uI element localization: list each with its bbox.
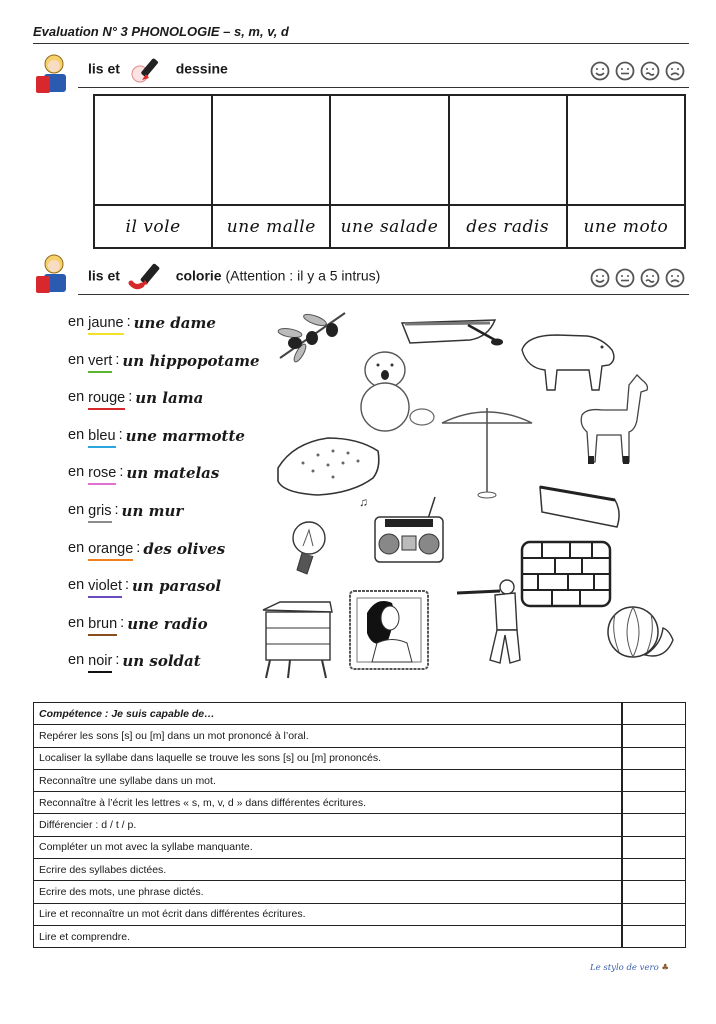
stone-wall-picture[interactable] xyxy=(520,540,615,610)
cursive-word: un parasol xyxy=(132,577,222,596)
competence-label: Lire et reconnaître un mot écrit dans différentes écritures. xyxy=(34,903,623,925)
competence-check-cell[interactable] xyxy=(622,881,686,903)
olive-branch-picture[interactable] xyxy=(270,308,350,368)
competence-row xyxy=(34,859,686,881)
color-name: gris xyxy=(88,502,111,523)
competence-check-cell[interactable] xyxy=(622,836,686,858)
happy-face-icon[interactable] xyxy=(590,268,610,288)
competence-row xyxy=(34,814,686,836)
color-name: orange xyxy=(88,540,133,561)
competence-label: Reconnaître à l’écrit les lettres « s, m, v, d » dans différentes écritures. xyxy=(34,792,623,814)
drawing-box[interactable] xyxy=(330,95,448,205)
color-name: jaune xyxy=(88,314,123,335)
color-name: brun xyxy=(88,615,117,636)
self-assessment-smileys xyxy=(590,61,685,81)
competences-table xyxy=(33,702,686,948)
brand-name: Le stylo de vero xyxy=(590,963,659,973)
section-color-note: (Attention : il y a 5 intrus) xyxy=(225,267,381,284)
cursive-word: des olives xyxy=(143,539,226,558)
melon-picture[interactable] xyxy=(603,600,678,670)
color-name: noir xyxy=(88,652,112,673)
competence-row xyxy=(34,792,686,814)
lady-in-frame-picture[interactable] xyxy=(347,588,432,673)
competences-header: Compétence : Je suis capable de… xyxy=(34,703,623,725)
reading-child-icon xyxy=(32,252,72,296)
competence-label: Ecrire des syllabes dictées. xyxy=(34,859,623,881)
color-instruction-row xyxy=(68,464,260,502)
svg-text:♫: ♫ xyxy=(359,495,368,509)
cursive-word: une marmotte xyxy=(125,426,245,445)
brand-logo-icon: ♣ xyxy=(661,963,670,973)
competence-row xyxy=(34,836,686,858)
competence-row xyxy=(34,881,686,903)
pictures-area xyxy=(255,300,695,690)
colon-separator: : xyxy=(126,314,131,330)
instruction-prefix: en xyxy=(68,464,85,481)
neutral-face-icon[interactable] xyxy=(615,268,635,288)
drawing-box[interactable] xyxy=(449,95,567,205)
color-instruction-row xyxy=(68,502,260,540)
competence-label: Différencier : d / t / p. xyxy=(34,814,623,836)
self-assessment-smileys xyxy=(590,268,685,288)
color-name: violet xyxy=(88,577,122,598)
competences-header-row xyxy=(34,703,686,725)
worried-face-icon[interactable] xyxy=(640,268,660,288)
red-marker-icon xyxy=(128,263,168,291)
section-draw-header xyxy=(78,61,689,88)
competence-label: Compléter un mot avec la syllabe manquante. xyxy=(34,836,623,858)
instruction-prefix: en xyxy=(68,389,85,406)
instruction-prefix: en xyxy=(68,426,85,443)
section-color-label-prefix: lis et xyxy=(88,267,120,284)
beehive-picture[interactable] xyxy=(260,600,335,680)
color-instruction-row xyxy=(68,577,260,615)
competence-label: Repérer les sons [s] ou [m] dans un mot prononcé à l’oral. xyxy=(34,725,623,747)
competence-check-cell[interactable] xyxy=(622,814,686,836)
neutral-face-icon[interactable] xyxy=(615,61,635,81)
section-draw-label-prefix: lis et xyxy=(88,60,120,77)
drawing-word: il vole xyxy=(94,205,212,248)
cursive-word: un matelas xyxy=(126,464,220,483)
color-name: bleu xyxy=(88,427,115,448)
pencil-case-picture[interactable] xyxy=(537,482,627,537)
colon-separator: : xyxy=(125,577,130,594)
color-instruction-row xyxy=(68,540,260,578)
competence-check-cell[interactable] xyxy=(622,725,686,747)
competence-check-cell[interactable] xyxy=(622,747,686,769)
drawing-word: des radis xyxy=(449,205,567,248)
section-color-label: colorie xyxy=(175,267,222,284)
instruction-prefix: en xyxy=(68,539,85,556)
instruction-prefix: en xyxy=(68,614,85,631)
light-bulb-picture[interactable] xyxy=(285,518,330,578)
color-instruction-row xyxy=(68,389,260,427)
brand-footer xyxy=(590,963,669,973)
title-divider xyxy=(33,43,689,44)
instruction-prefix: en xyxy=(68,314,85,330)
competence-check-cell[interactable] xyxy=(622,769,686,791)
competence-check-cell[interactable] xyxy=(622,925,686,947)
drawing-word: une malle xyxy=(212,205,330,248)
soldier-picture[interactable] xyxy=(455,575,530,670)
competence-row xyxy=(34,903,686,925)
drawing-box[interactable] xyxy=(212,95,330,205)
competence-check-cell[interactable] xyxy=(622,792,686,814)
marker-pen-icon xyxy=(128,56,168,84)
competence-label: Reconnaître une syllabe dans un mot. xyxy=(34,769,623,791)
color-name: vert xyxy=(88,352,112,373)
color-name: rouge xyxy=(88,389,125,410)
colon-separator: : xyxy=(120,614,125,631)
cursive-word: un hippopotame xyxy=(122,351,260,370)
mattress-picture[interactable] xyxy=(273,433,383,498)
instruction-prefix: en xyxy=(68,577,85,594)
drawing-table xyxy=(93,94,686,249)
page-title: Evaluation N° 3 PHONOLOGIE – s, m, v, d xyxy=(33,24,289,39)
drawing-word: une moto xyxy=(567,205,685,248)
colon-separator: : xyxy=(114,501,119,518)
color-instruction-row xyxy=(68,314,260,352)
drawing-word: une salade xyxy=(330,205,448,248)
colon-separator: : xyxy=(136,539,141,556)
cursive-word: un lama xyxy=(135,389,204,408)
cursive-word: un soldat xyxy=(122,652,201,671)
colon-separator: : xyxy=(115,351,120,368)
radio-picture[interactable] xyxy=(357,492,452,567)
competence-row xyxy=(34,769,686,791)
color-instruction-row xyxy=(68,427,260,465)
instruction-prefix: en xyxy=(68,652,85,669)
happy-face-icon[interactable] xyxy=(590,61,610,81)
competence-row xyxy=(34,747,686,769)
competence-label: Lire et comprendre. xyxy=(34,925,623,947)
color-instruction-row xyxy=(68,652,260,690)
competence-check-cell[interactable] xyxy=(622,903,686,925)
color-name: rose xyxy=(88,464,116,485)
marmot-picture[interactable] xyxy=(350,345,435,435)
worried-face-icon[interactable] xyxy=(640,61,660,81)
competence-label: Ecrire des mots, une phrase dictés. xyxy=(34,881,623,903)
section-color-header xyxy=(78,268,689,295)
cursive-word: un mur xyxy=(121,501,184,520)
colon-separator: : xyxy=(115,652,120,669)
sad-face-icon[interactable] xyxy=(665,268,685,288)
color-instructions xyxy=(68,314,260,690)
drawing-box[interactable] xyxy=(567,95,685,205)
section-draw-label: dessine xyxy=(175,60,228,77)
competence-label: Localiser la syllabe dans laquelle se trouve les sons [s] ou [m] prononcés. xyxy=(34,747,623,769)
llama-picture[interactable] xyxy=(577,370,662,470)
competence-row xyxy=(34,725,686,747)
color-instruction-row xyxy=(68,352,260,390)
instruction-prefix: en xyxy=(68,501,85,518)
colon-separator: : xyxy=(118,426,123,443)
color-instruction-row xyxy=(68,615,260,653)
colon-separator: : xyxy=(128,389,133,406)
cursive-word: une radio xyxy=(127,614,208,633)
instruction-prefix: en xyxy=(68,351,85,368)
competence-row xyxy=(34,925,686,947)
reading-child-icon xyxy=(32,52,72,96)
sad-face-icon[interactable] xyxy=(665,61,685,81)
parasol-picture[interactable] xyxy=(440,403,535,503)
competence-check-cell[interactable] xyxy=(622,703,686,725)
competence-check-cell[interactable] xyxy=(622,859,686,881)
colon-separator: : xyxy=(119,464,124,481)
drawing-box[interactable] xyxy=(94,95,212,205)
cursive-word: une dame xyxy=(133,314,216,332)
